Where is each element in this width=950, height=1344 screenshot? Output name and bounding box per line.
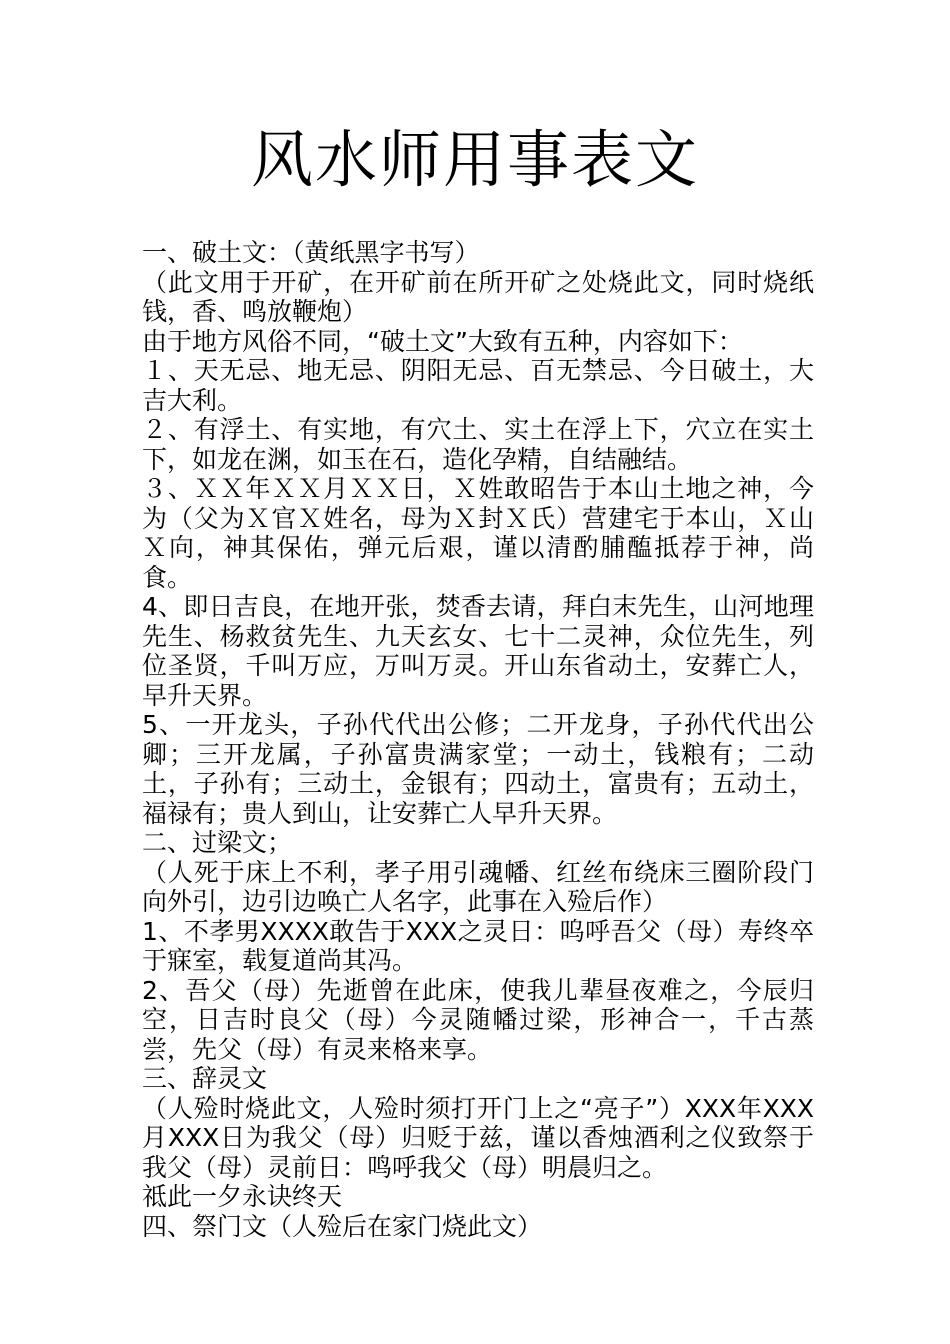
paragraph-item-1: 1、不孝男XXXX敢告于XXX之灵日：呜呼吾父（母）寿终卒于寐室，载复道尚其冯。 [142, 916, 814, 975]
section-heading-ji-men-wen: 四、祭门文（人殓后在家门烧此文） [142, 1211, 543, 1241]
document-body [142, 238, 814, 1241]
paragraph-note: （此文用于开矿，在开矿前在所开矿之处烧此文，同时烧纸钱，香、鸣放鞭炮） [142, 267, 814, 326]
document-title: 风水师用事表文 [250, 123, 699, 196]
paragraph-intro: 由于地方风俗不同，“破土文”大致有五种，内容如下： [142, 326, 743, 356]
paragraph-item-3: ３、ＸＸ年ＸＸ月ＸＸ日，Ｘ姓敢昭告于本山土地之神，今为（父为Ｘ官Ｘ姓名，母为Ｘ封Ｘ氏）营建宅于本山，Ｘ山Ｘ向，神其保佑，弹元后艰，谨以清酌脯醢抵荐于神，尚食。 [142, 474, 814, 592]
paragraph-text: 祗此一夕永诀终天 [142, 1182, 343, 1211]
paragraph-item-4: 4、即日吉良，在地开张，焚香去请，拜白末先生，山河地理先生、杨救贫先生、九天玄女、七十二灵神，众位先生，列位圣贤，千叫万应，万叫万灵。开山东省动土，安葬亡人，早升天界。 [142, 592, 814, 710]
paragraph-item-2: ２、有浮土、有实地，有穴土、实土在浮上下，穴立在实土下，如龙在渊，如玉在石，造化孕精，自结融结。 [142, 415, 814, 474]
section-heading-ci-ling-wen: 三、辞灵文 [142, 1064, 268, 1093]
section-heading-guo-liang-wen: 二、过梁文； [142, 828, 293, 857]
paragraph-item-5: 5、一开龙头，子孙代代出公修；二开龙身，子孙代代出公卿；三开龙属，子孙富贵满家堂；一动土，钱粮有；二动土，子孙有；三动土，金银有；四动土，富贵有；五动土，福禄有；贵人到山，让安葬亡人早升天界。 [142, 710, 814, 828]
paragraph-item-2: 2、吾父（母）先逝曾在此床，使我儿辈昼夜难之，今辰归空，日吉时良父（母）今灵随幡过梁，形神合一，千古蒸尝，先父（母）有灵来格来享。 [142, 975, 814, 1064]
paragraph-note: （人死于床上不利，孝子用引魂幡、红丝布绕床三圈阶段门向外引，边引边唤亡人名字，此事在入殓后作） [142, 857, 814, 916]
paragraph-text: （人殓时烧此文，人殓时须打开门上之“亮子”）XXX年XXX月XXX日为我父（母）归贬于兹，谨以香烛酒利之仪致祭于我父（母）灵前日：鸣呼我父（母）明晨归之。 [142, 1093, 814, 1182]
paragraph-item-1: １、天无忌、地无忌、阴阳无忌、百无禁忌、今日破土，大吉大利。 [142, 356, 814, 415]
section-heading-po-tu-wen: 一、破土文：（黄纸黑字书写） [142, 238, 480, 267]
